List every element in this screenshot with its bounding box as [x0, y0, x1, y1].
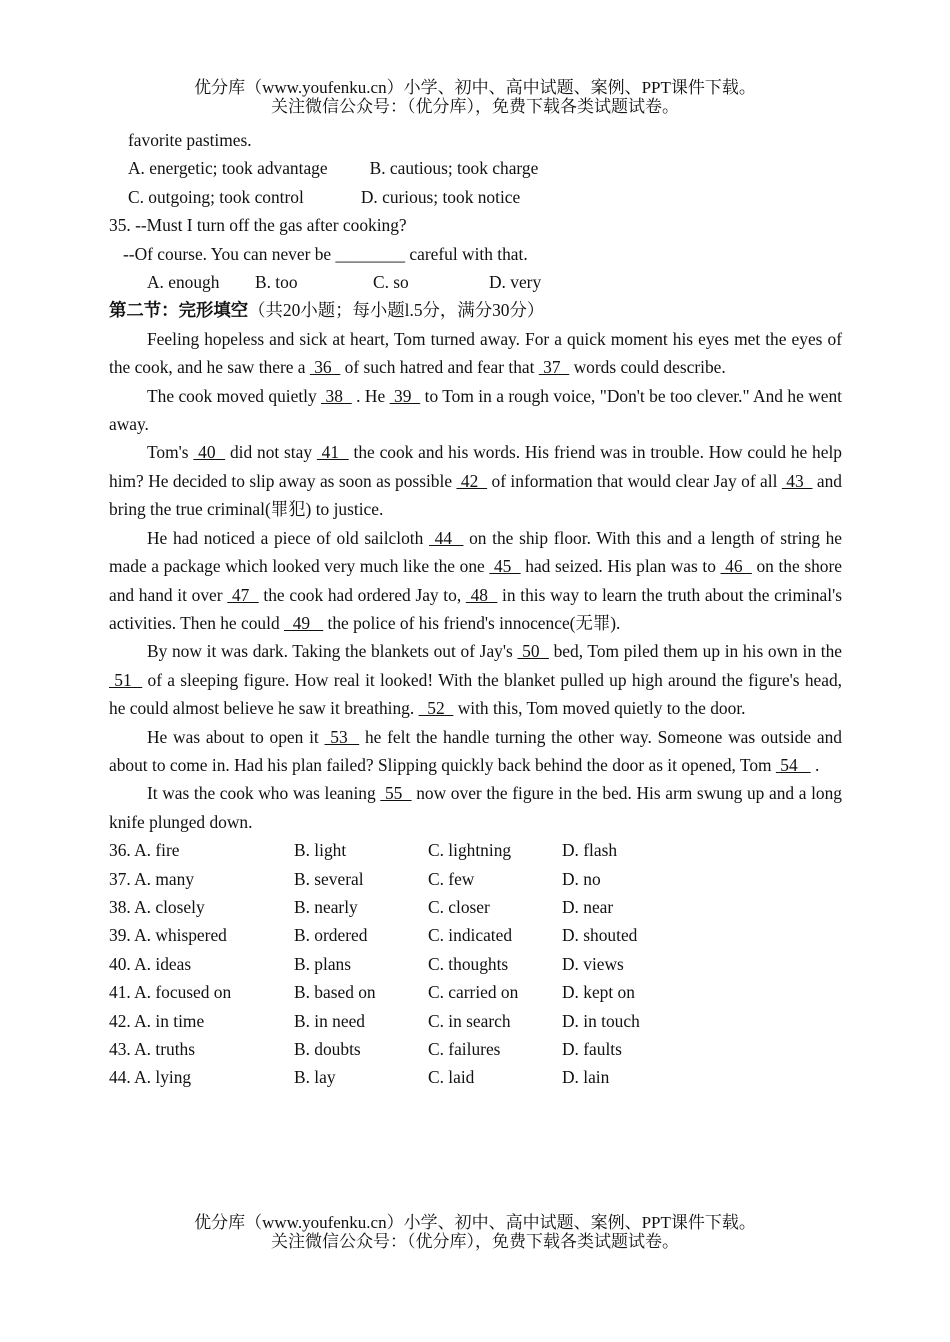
passage-text: the police of his friend's innocence(无罪).	[323, 612, 621, 633]
passage-text: with this, Tom moved quietly to the door.	[453, 698, 746, 719]
passage-paragraph-5	[109, 637, 842, 722]
option-row	[109, 950, 842, 978]
header-line-2: 关注微信公众号：（优分库），免费下载各类试题试卷。	[271, 97, 679, 116]
blank-36: 36	[309, 357, 341, 378]
option-row	[109, 1035, 842, 1063]
option-a: 36. A. fire	[109, 840, 180, 861]
blank-40: 40	[193, 442, 226, 463]
option-c: C. indicated	[428, 925, 513, 946]
passage-text: bed, Tom piled them up in his own in the	[548, 641, 843, 662]
blank-48: 48	[465, 584, 498, 605]
q35-blank: ________	[335, 243, 406, 264]
q35-reply-end: careful with that.	[405, 243, 528, 264]
blank-43: 43	[781, 470, 813, 491]
exam-content	[109, 126, 842, 1092]
option-d: D. flash	[562, 840, 618, 861]
passage-text: of information that would clear Jay of all	[487, 470, 782, 491]
page-header	[0, 78, 950, 116]
passage-text: The cook moved quietly	[147, 385, 322, 406]
footer-line-1: 优分库（www.youfenku.cn）小学、初中、高中试题、案例、PPT课件下载。	[194, 1213, 756, 1232]
q35-reply-start: --Of course. You can never be	[123, 243, 336, 264]
passage-paragraph-3	[109, 438, 842, 523]
option-row	[109, 921, 842, 949]
option-d: D. no	[562, 868, 601, 889]
passage-text: It was the cook who was leaning	[147, 783, 381, 804]
blank-45: 45	[489, 556, 521, 577]
passage-text: Tom's	[147, 442, 194, 463]
passage-paragraph-1	[109, 325, 842, 382]
q35-option-d: D. very	[489, 272, 542, 293]
header-line-1: 优分库（www.youfenku.cn）小学、初中、高中试题、案例、PPT课件下载。	[194, 78, 756, 97]
option-c: C. failures	[428, 1039, 501, 1059]
q34-options-row-1	[109, 154, 842, 182]
passage-text: Feeling hopeless and sick at heart, Tom turned away. For a quick moment his eyes met the eyes of the cook, and he saw there a	[109, 328, 842, 378]
q34-tail-text: favorite pastimes.	[128, 130, 252, 150]
option-a: 41. A. focused on	[109, 982, 232, 1003]
option-d: D. shouted	[562, 925, 638, 946]
blank-51: 51	[109, 669, 143, 690]
q35-question: 35. --Must I turn off the gas after cooking?	[109, 215, 407, 236]
option-row	[109, 1007, 842, 1035]
option-b: B. ordered	[294, 925, 368, 946]
passage-text: and bring the true criminal(罪犯) to justice.	[109, 470, 842, 520]
passage-text: the cook had ordered Jay to,	[258, 584, 466, 605]
passage-paragraph-4	[109, 524, 842, 638]
q34-option-a: A. energetic; took advantage	[128, 158, 328, 179]
passage-paragraph-7	[109, 779, 842, 836]
option-b: B. light	[294, 840, 347, 861]
passage-text: now over the figure in the bed. His arm swung up and a long knife plunged down.	[109, 783, 842, 832]
blank-46: 46	[720, 556, 752, 577]
option-b: B. based on	[294, 982, 376, 1003]
option-b: B. lay	[294, 1067, 336, 1088]
option-c: C. laid	[428, 1067, 475, 1088]
option-c: C. in search	[428, 1010, 511, 1031]
option-d: D. faults	[562, 1039, 622, 1059]
option-b: B. several	[294, 868, 364, 889]
blank-39: 39	[389, 385, 421, 406]
option-row	[109, 893, 842, 921]
option-b: B. doubts	[294, 1039, 361, 1059]
option-c: C. closer	[428, 896, 490, 917]
section-heading: 第二节：完形填空	[109, 300, 249, 321]
q35-option-a: A. enough	[147, 272, 220, 293]
option-row	[109, 1063, 842, 1091]
passage-text: .	[810, 754, 820, 775]
passage-text: on the ship floor. With this and a length of string he made a package which looked very much like the one	[109, 527, 843, 577]
q34-option-c: C. outgoing; took control	[128, 186, 304, 207]
passage-text: in this way to learn the truth about the criminal's activities. Then he could	[109, 584, 842, 633]
blank-47: 47	[227, 584, 259, 605]
passage-text: to Tom in a rough voice, "Don't be too clever." And he went away.	[109, 385, 843, 435]
option-c: C. lightning	[428, 840, 512, 861]
option-b: B. nearly	[294, 896, 358, 917]
option-a: 40. A. ideas	[109, 953, 192, 974]
option-a: 42. A. in time	[109, 1010, 205, 1031]
option-d: D. views	[562, 953, 624, 974]
footer-line-2: 关注微信公众号：（优分库），免费下载各类试题试卷。	[271, 1232, 679, 1251]
q35-reply	[109, 240, 842, 268]
blank-41: 41	[316, 442, 349, 463]
option-row	[109, 836, 842, 864]
passage-paragraph-6	[109, 723, 842, 780]
blank-37: 37	[538, 357, 570, 378]
passage-text: words could describe.	[569, 357, 726, 378]
options-list	[109, 836, 842, 1092]
q34-option-d: D. curious; took notice	[360, 186, 521, 207]
option-c: C. thoughts	[428, 953, 509, 974]
q34-option-b: B. cautious; took charge	[369, 158, 539, 179]
passage-text: had seized. His plan was to	[520, 556, 721, 577]
q35-option-c: C. so	[373, 272, 409, 293]
passage-text: he felt the handle turning the other way. Someone was outside and about to come in. Had his plan failed? Slipping quickly back behind the door as it opened, Tom	[109, 726, 842, 775]
option-a: 39. A. whispered	[109, 925, 227, 946]
passage-text: did not stay	[225, 442, 317, 463]
option-a: 43. A. truths	[109, 1039, 195, 1059]
blank-50: 50	[517, 641, 549, 662]
q35-option-b: B. too	[255, 272, 298, 293]
option-b: B. in need	[294, 1010, 365, 1031]
passage-text: of a sleeping figure. How real it looked! With the blanket pulled up high around the figure's head, he could almost believe he saw it breathing.	[109, 669, 843, 719]
blank-52: 52	[418, 698, 454, 719]
option-a: 37. A. many	[109, 868, 195, 889]
option-d: D. lain	[562, 1067, 610, 1088]
blank-54: 54	[775, 754, 811, 775]
option-d: D. near	[562, 896, 614, 917]
blank-55: 55	[380, 783, 412, 804]
option-a: 38. A. closely	[109, 896, 205, 917]
option-b: B. plans	[294, 953, 352, 974]
passage-text: the cook and his words. His friend was in trouble. How could he help him? He decided to slip away as soon as possible	[109, 442, 842, 491]
option-c: C. few	[428, 868, 475, 889]
passage-text: He had noticed a piece of old sailcloth	[147, 527, 429, 548]
blank-44: 44	[429, 527, 464, 548]
passage-text: of such hatred and fear that	[340, 357, 539, 378]
q34-options-row-2	[109, 183, 842, 211]
option-a: 44. A. lying	[109, 1067, 192, 1088]
passage-text: He was about to open it	[147, 726, 325, 747]
option-c: C. carried on	[428, 982, 519, 1003]
page-footer	[0, 1213, 950, 1251]
option-d: D. in touch	[562, 1010, 640, 1031]
option-row	[109, 865, 842, 893]
passage-text: By now it was dark. Taking the blankets out of Jay's	[147, 641, 518, 662]
option-row	[109, 978, 842, 1006]
blank-42: 42	[456, 470, 488, 491]
passage-text: . He	[351, 385, 390, 406]
q35-options	[109, 268, 842, 296]
passage-paragraph-2	[109, 382, 842, 439]
option-d: D. kept on	[562, 982, 635, 1003]
blank-49: 49	[284, 612, 324, 633]
passage-text: on the shore and hand it over	[109, 556, 842, 605]
section-scoring-note: （共20小题；每小题l.5分，满分30分）	[248, 300, 545, 321]
blank-38: 38	[321, 385, 352, 406]
section-title	[109, 296, 842, 324]
blank-53: 53	[324, 726, 360, 747]
